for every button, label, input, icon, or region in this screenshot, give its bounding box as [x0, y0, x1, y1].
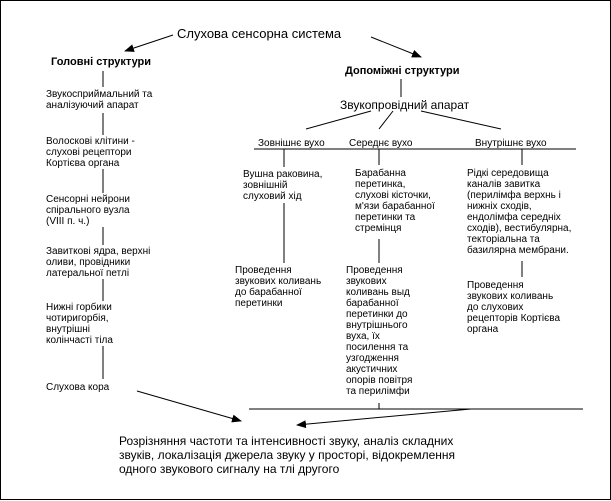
inner-ear-parts: Рідкі середовища каналів завитка (перилімфа верхнь і нижніх сходів, ендолімфа середніх сходів), вестибулярна, текторіальна та базилярна мембрани.	[467, 168, 572, 256]
result-description: Розрізняння частоти та інтенсивності звуку, аналіз складних звуків, локалізація джерела звуку у просторі, відокремлення одного звукового сигналу на тлі другого	[119, 434, 455, 476]
aux-structures-heading: Допоміжні структури	[345, 65, 460, 77]
sub-to-outer-line	[306, 111, 371, 129]
bracket-to-result-arrow	[297, 409, 471, 425]
main-item-inferior-colliculi: Нижні горбики чотиригорбія, внутрішні колінчасті тіла	[46, 302, 113, 346]
outer-ear-parts: Вушна раковина, зовнішній слуховий хід	[243, 169, 323, 202]
sub-to-middle-line	[379, 111, 393, 129]
main-item-apparatus: Звукосприймальний та аналізуючий апарат	[46, 89, 153, 111]
main-structures-heading: Головні структури	[51, 56, 152, 68]
title-to-main-line	[125, 35, 173, 51]
diagram-title: Слухова сенсорна система	[177, 26, 342, 41]
sub-to-inner-line	[421, 111, 501, 129]
inner-ear-label: Внутрішнє вухо	[475, 138, 547, 149]
main-item-auditory-cortex: Слухова кора	[46, 382, 110, 393]
sound-conducting-heading: Звукопровідний апарат	[340, 98, 470, 112]
middle-ear-parts: Барабанна перетинка, слухові кісточки, м'язи барабанної перетинки та стремінця	[355, 168, 435, 234]
main-item-cochlear-nuclei: Завиткові ядра, верхні оливи, провідники латеральної петлі	[46, 246, 151, 279]
outer-ear-function: Проведення звукових коливань до барабанної перетинки	[235, 265, 322, 309]
cortex-to-result-arrow	[137, 391, 241, 421]
outer-ear-label: Зовнішнє вухо	[258, 138, 325, 149]
main-item-hair-cells: Волоскові клітини - слухові рецептори Кортієва органа	[46, 136, 135, 169]
middle-ear-label: Середнє вухо	[349, 138, 413, 149]
title-to-aux-line	[371, 37, 421, 57]
inner-ear-function: Проведення звукових коливань до слухових рецепторів Кортієва органа	[467, 280, 561, 335]
middle-ear-function: Проведення звукових коливань выд барабанної перетинки до внутрішнього вуха, їх посилення та узгодження акустичних опорів повітря та перилімфи	[346, 265, 413, 397]
main-item-sensory-neurons: Сенсорні нейрони спірального вузла (VIII п. ч.)	[46, 194, 130, 227]
